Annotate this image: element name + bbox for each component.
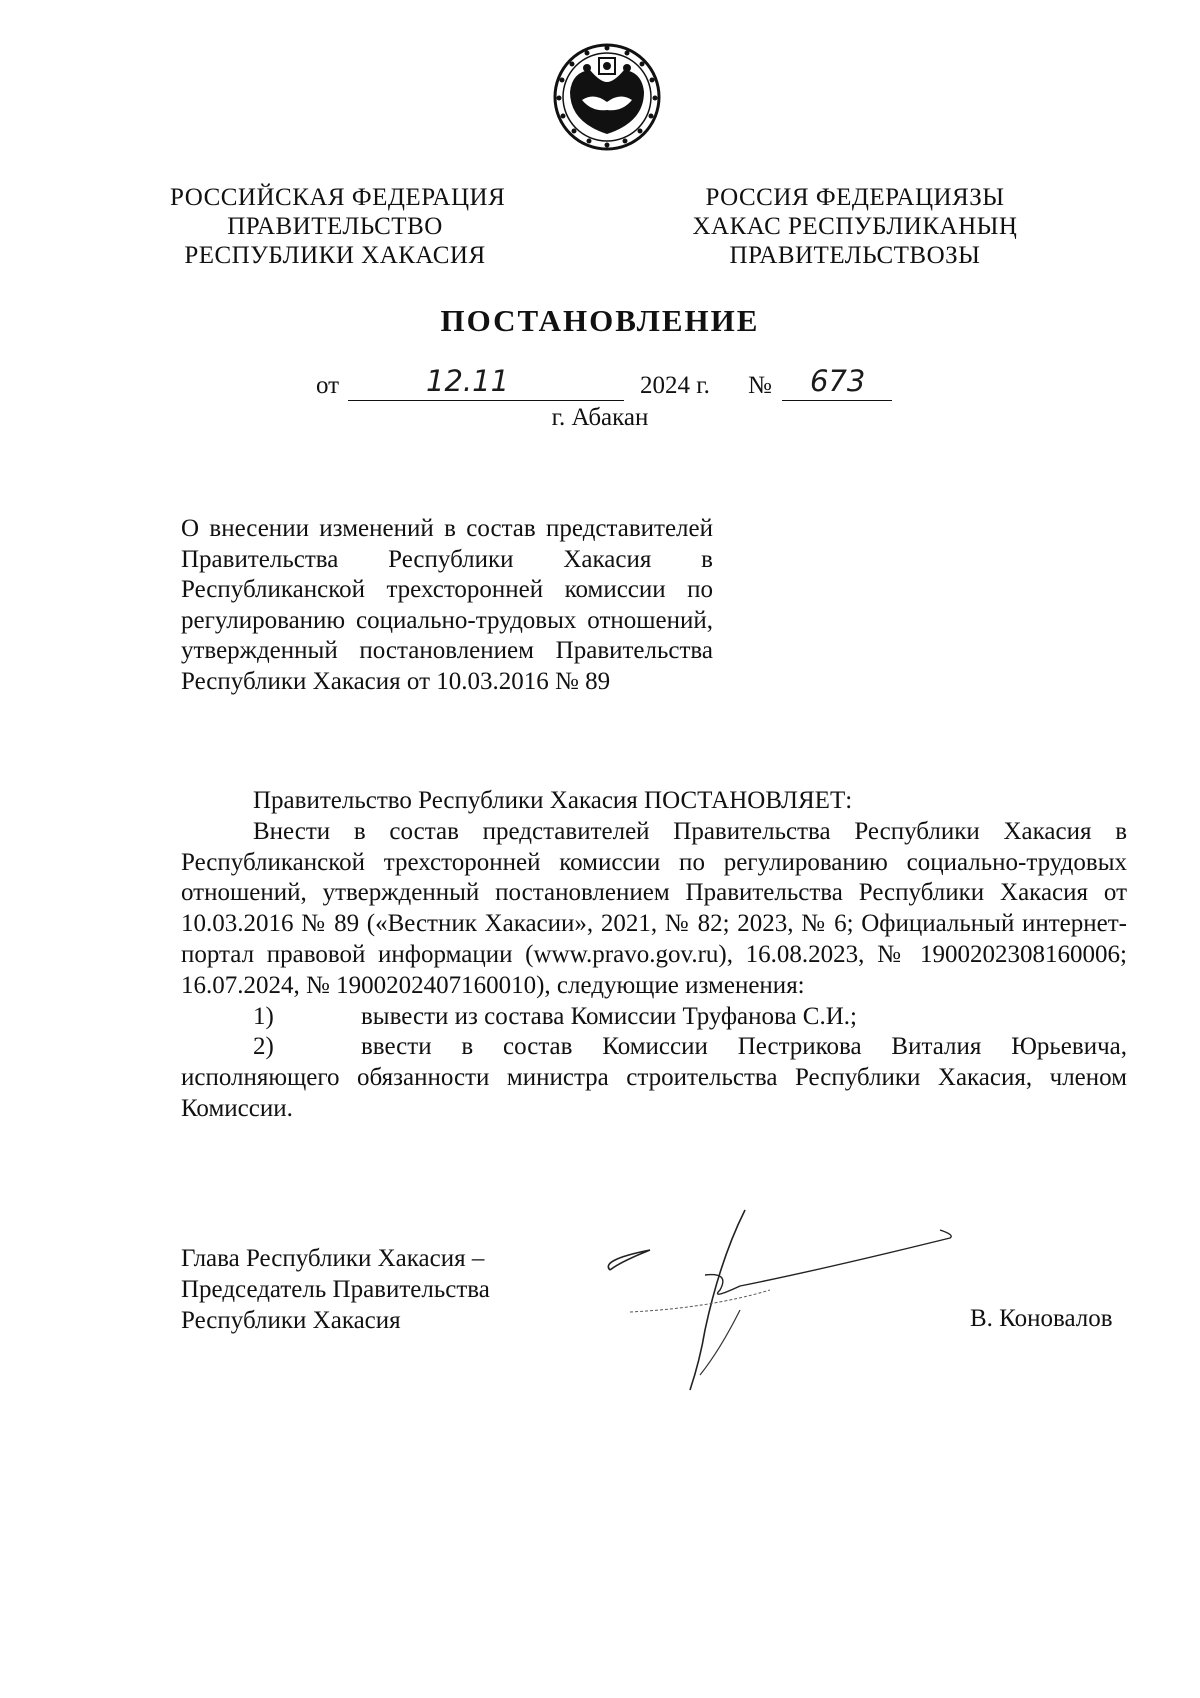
list-item-text: вывести из состава Комиссии Труфанова С.И.;: [361, 1002, 857, 1030]
preamble: Правительство Республики Хакасия ПОСТАНОВЛЯЕТ:: [253, 787, 853, 814]
city: г. Абакан: [551, 404, 649, 431]
list-item: [181, 1002, 1127, 1033]
signatory-position-line: Председатель Правительства: [181, 1276, 490, 1303]
document-subject: О внесении изменений в состав представителей Правительства Республики Хакасия в Республиканской трехсторонней комиссии по регулированию социально-трудовых отношений, утвержденный постановлением Правительства Республики Хакасия от 10.03.2016 № 89: [181, 515, 713, 695]
signatory-position-line: Глава Республики Хакасия –: [181, 1245, 485, 1272]
header-right-line: ПРАВИТЕЛЬСТВОЗЫ: [729, 242, 981, 269]
header-left: [170, 183, 506, 270]
handwritten-signature: [590, 1200, 960, 1400]
list-item: [181, 1032, 1127, 1124]
header-left-line: ПРАВИТЕЛЬСТВО: [227, 213, 443, 240]
list-item-number: 1): [253, 1002, 274, 1030]
number-sign: №: [748, 372, 772, 399]
header-right: [690, 183, 1020, 270]
signatory-position: [181, 1243, 490, 1336]
main-paragraph: Внести в состав представителей Правительства Республики Хакасия в Республиканской трехсторонней комиссии по регулированию социально-трудовых отношений, утвержденный постановлением Правительства Республики Хакасия от 10.03.2016 № 89 («Вестник Хакасии», 2021, № 82; 2023, № 6; Официальный интернет-портал правовой информации (www.pravo.gov.ru), 16.08.2023, № 1900202308160006; 16.07.2024, № 1900202407160010), следующие изменения:: [181, 817, 1127, 999]
signatory-position-line: Республики Хакасия: [181, 1307, 401, 1334]
header-left-line: РЕСПУБЛИКИ ХАКАСИЯ: [184, 242, 486, 269]
coat-of-arms-emblem: [552, 42, 662, 152]
header-right-line: РОССИЯ ФЕДЕРАЦИЯЗЫ: [705, 184, 1005, 211]
year-label: 2024 г.: [640, 372, 710, 399]
date-underline: [348, 400, 624, 401]
list-item-number: 2): [253, 1033, 274, 1061]
date-handwritten: 12.11: [426, 364, 510, 398]
signatory-name: В. Коновалов: [970, 1305, 1113, 1332]
document-body: [181, 786, 1127, 1125]
list-item-text: ввести в состав Комиссии Пестрикова Виталия Юрьевича, исполняющего обязанности министра строительства Республики Хакасия, членом Комиссии.: [181, 1033, 1127, 1122]
document-title: ПОСТАНОВЛЕНИЕ: [440, 303, 760, 338]
number-underline: [782, 400, 892, 401]
header-left-line: РОССИЙСКАЯ ФЕДЕРАЦИЯ: [170, 184, 506, 211]
number-handwritten: 673: [810, 364, 866, 398]
header-right-line: ХАКАС РЕСПУБЛИКАНЫҢ: [692, 213, 1018, 240]
date-prefix: от: [316, 372, 340, 399]
